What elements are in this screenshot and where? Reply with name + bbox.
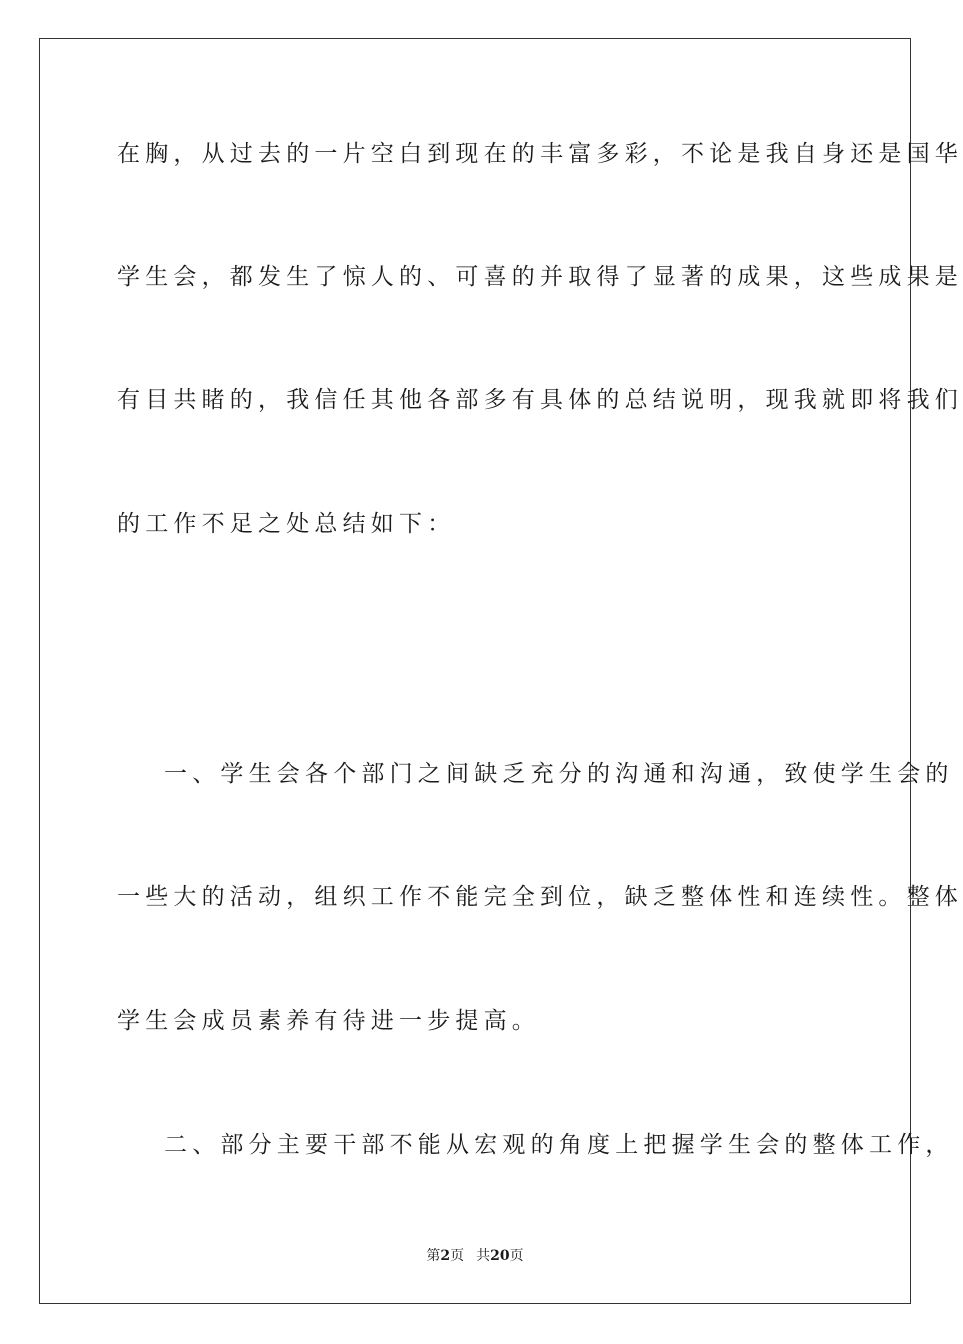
page-footer — [0, 1247, 950, 1265]
paragraph-3-line-1: 二、部分主要干部不能从宏观的角度上把握学生会的整体工作， — [164, 1132, 954, 1158]
paragraph-2-line-1: 一、学生会各个部门之间缺乏充分的沟通和沟通，致使学生会的 — [164, 761, 954, 787]
paragraph-1-line-2: 学生会，都发生了惊人的、可喜的并取得了显著的成果，这些成果是 — [117, 264, 963, 290]
footer-page-suffix: 页 — [450, 1248, 465, 1264]
footer-total-pages: 20 — [490, 1248, 510, 1264]
footer-total-prefix: 共 — [476, 1248, 491, 1264]
page-border — [39, 38, 963, 1304]
paragraph-1-line-3: 有目共睹的，我信任其他各部多有具体的总结说明，现我就即将我们 — [117, 387, 963, 413]
paragraph-2-line-2: 一些大的活动，组织工作不能完全到位，缺乏整体性和连续性。整体 — [117, 884, 963, 910]
footer-total-suffix: 页 — [509, 1248, 524, 1264]
paragraph-1-line-1: 在胸，从过去的一片空白到现在的丰富多彩，不论是我自身还是国华 — [117, 141, 963, 167]
footer-page-number: 2 — [440, 1248, 451, 1264]
paragraph-2-line-3: 学生会成员素养有待进一步提高。 — [117, 1008, 540, 1034]
paragraph-1-line-4: 的工作不足之处总结如下： — [117, 511, 456, 537]
footer-page-prefix: 第 — [426, 1248, 441, 1264]
